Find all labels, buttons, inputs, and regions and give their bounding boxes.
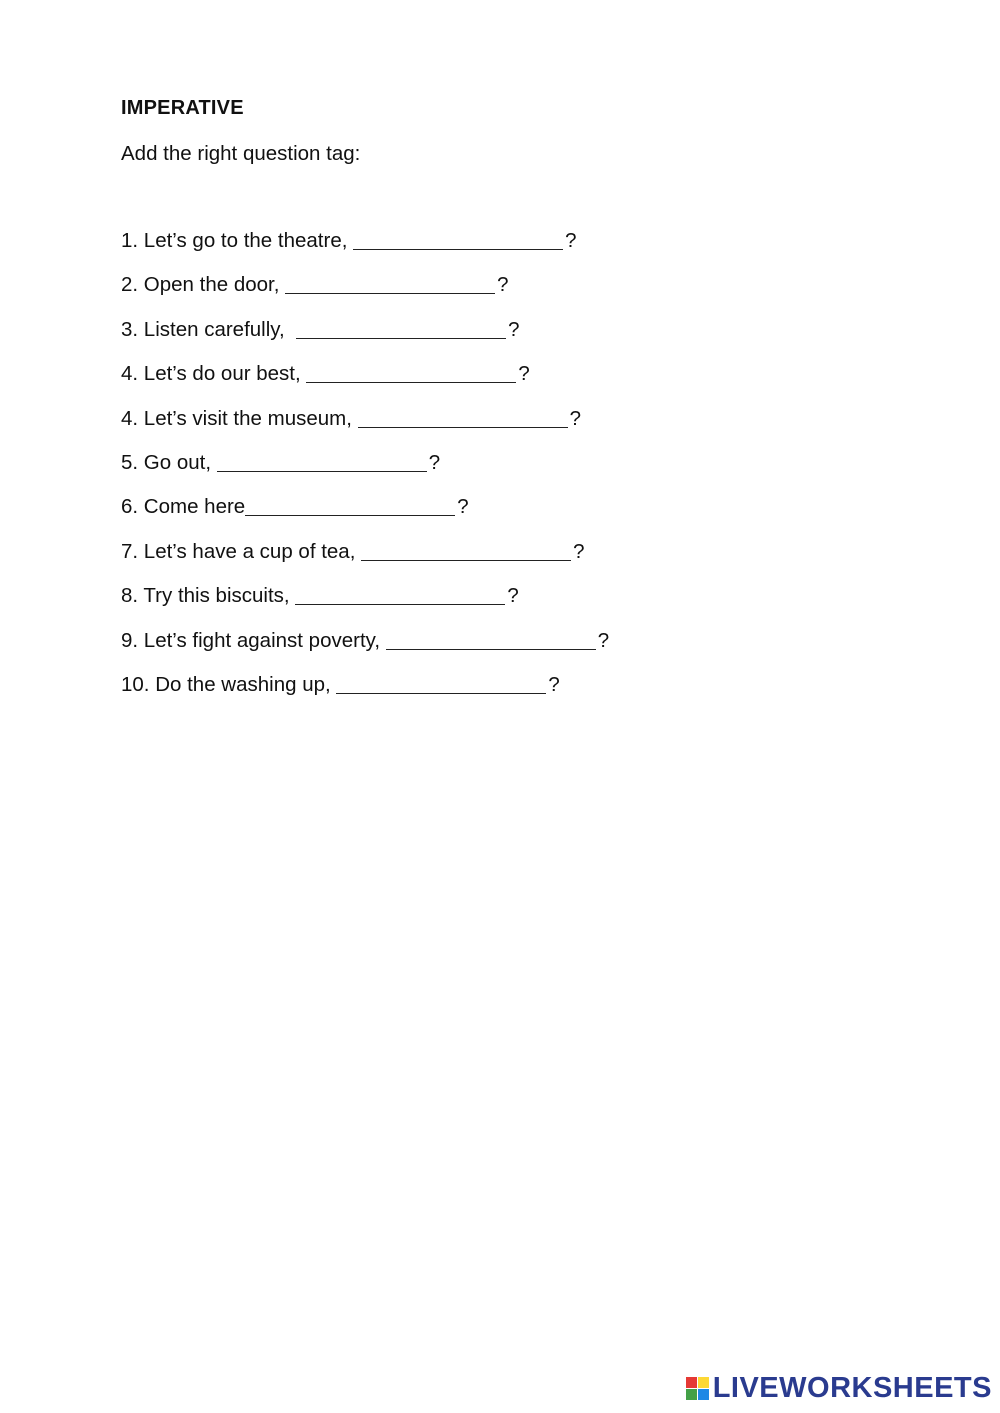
question-item	[121, 673, 609, 717]
question-item	[121, 451, 609, 495]
question-mark: ?	[518, 362, 530, 386]
question-list	[121, 229, 609, 717]
question-mark: ?	[569, 406, 582, 430]
question-mark: ?	[428, 450, 441, 474]
question-item	[121, 540, 609, 584]
question-mark: ?	[508, 317, 520, 341]
question-item	[121, 229, 609, 273]
question-text: 1. Let’s go to the theatre,	[121, 229, 354, 252]
answer-blank[interactable]	[295, 584, 505, 605]
question-text: 4. Let’s do our best,	[121, 362, 307, 386]
answer-blank[interactable]	[386, 629, 596, 650]
question-text: 2. Open the door,	[121, 273, 286, 297]
question-item	[121, 629, 609, 673]
question-text: 9. Let’s fight against poverty,	[121, 628, 386, 652]
answer-blank[interactable]	[336, 673, 546, 694]
worksheet-title: IMPERATIVE	[121, 97, 244, 119]
question-mark: ?	[565, 229, 577, 252]
question-mark: ?	[507, 584, 519, 608]
answer-blank[interactable]	[245, 495, 455, 516]
question-text: 5. Go out,	[121, 450, 217, 474]
answer-blank[interactable]	[306, 362, 516, 383]
logo-square-green	[686, 1389, 697, 1400]
question-item	[121, 362, 609, 406]
worksheet-instruction: Add the right question tag:	[121, 142, 361, 165]
liveworksheets-brand	[686, 1372, 992, 1405]
answer-blank[interactable]	[361, 540, 571, 561]
question-item	[121, 407, 609, 451]
question-item	[121, 495, 609, 539]
answer-blank[interactable]	[358, 407, 568, 428]
question-mark: ?	[548, 672, 560, 696]
answer-blank[interactable]	[217, 451, 427, 472]
answer-blank[interactable]	[285, 273, 495, 294]
question-text: 4. Let’s visit the museum,	[121, 406, 358, 430]
question-item	[121, 584, 609, 628]
question-text: 7. Let’s have a cup of tea,	[121, 539, 362, 563]
logo-square-yellow	[698, 1377, 709, 1388]
question-mark: ?	[497, 273, 509, 297]
answer-blank[interactable]	[353, 229, 563, 250]
question-mark: ?	[597, 628, 610, 652]
logo-square-blue	[698, 1389, 709, 1400]
question-item	[121, 318, 609, 362]
logo-square-red	[686, 1377, 697, 1388]
question-text: 3. Listen carefully,	[121, 317, 297, 341]
question-item	[121, 273, 609, 317]
question-mark: ?	[457, 495, 469, 519]
question-text: 6. Come here	[121, 495, 246, 519]
brand-wordmark: LIVEWORKSHEETS	[712, 1372, 992, 1404]
question-mark: ?	[573, 539, 585, 563]
question-text: 10. Do the washing up,	[121, 672, 337, 696]
answer-blank[interactable]	[296, 318, 506, 339]
question-text: 8. Try this biscuits,	[121, 584, 296, 608]
liveworksheets-logo-icon	[686, 1377, 709, 1400]
